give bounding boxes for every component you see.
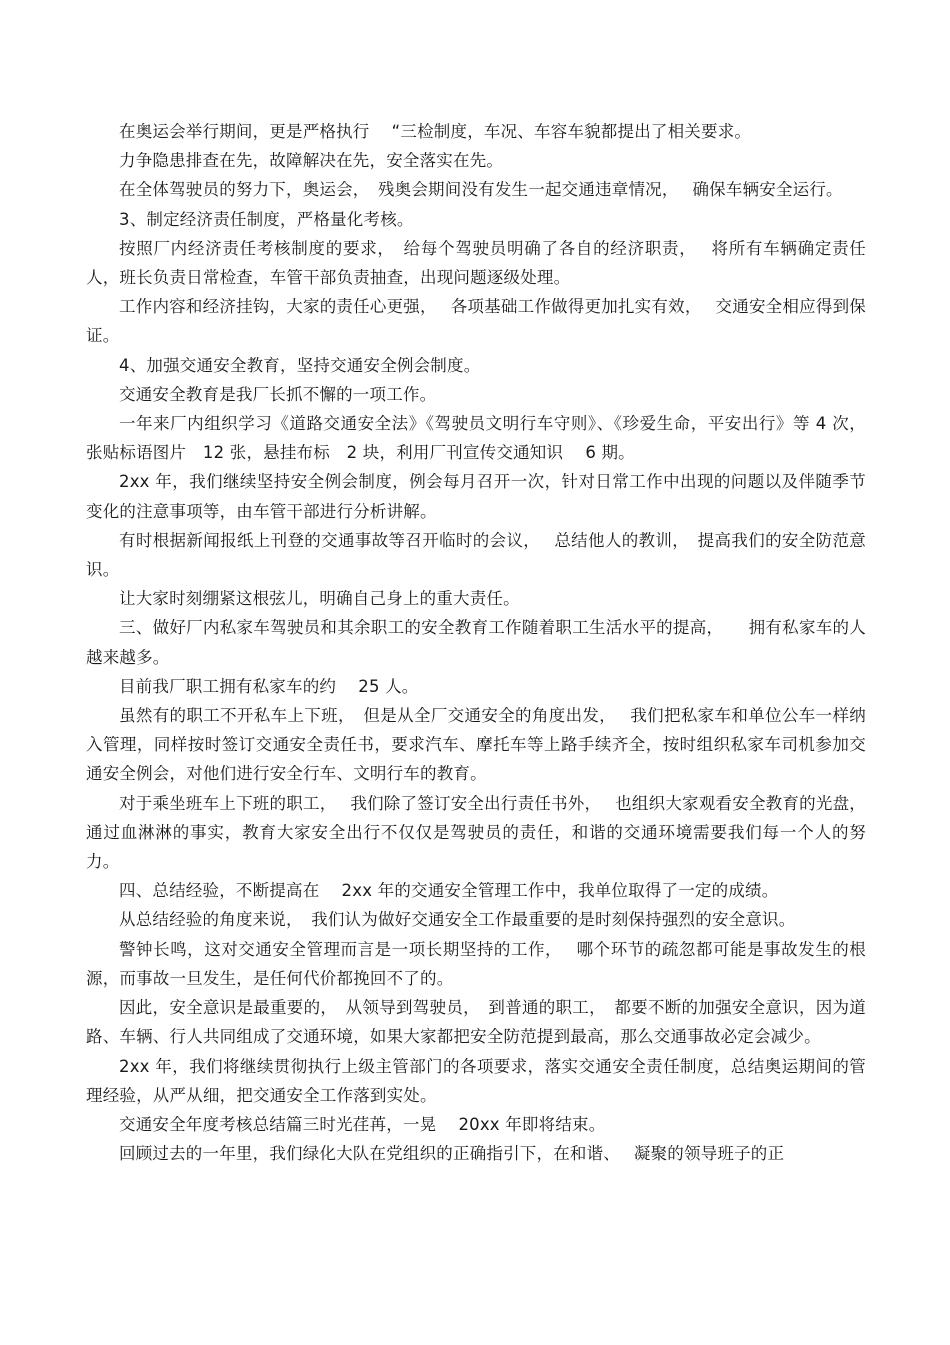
paragraph: 2xx 年，我们将继续贯彻执行上级主管部门的各项要求，落实交通安全责任制度，总结奥运期间的管理经验，从严从细，把交通安全工作落到实处。 (86, 1056, 866, 1105)
paragraph: 有时根据新闻报纸上刊登的交通事故等召开临时的会议， 总结他人的教训， 提高我们的安全防范意识。 (86, 530, 866, 580)
section-heading: 4、加强交通安全教育，坚持交通安全例会制度。 (119, 355, 481, 375)
section-heading: 3、制定经济责任制度，严格量化考核。 (119, 209, 414, 229)
paragraph: 从总结经验的角度来说， 我们认为做好交通安全工作最重要的是时刻保持强烈的安全意识。 (119, 910, 796, 930)
paragraph: 虽然有的职工不开私车上下班， 但是从全厂交通安全的角度出发， 我们把私家车和单位公车一样纳入管理，同样按时签订交通安全责任书，要求汽车、摩托车等上路手续齐全，按时组织私家车司机参加交通安全例会，对他们进行安全行车、文明行车的教育。 (86, 706, 866, 784)
paragraph: 目前我厂职工拥有私家车的约 25 人。 (119, 676, 419, 696)
section-heading: 四、总结经验，不断提高在 2xx 年的交通安全管理工作中，我单位取得了一定的成绩。 (119, 881, 779, 901)
paragraph: 一年来厂内组织学习《道路交通安全法》《驾驶员文明行车守则》、《珍爱生命，平安出行》等 4 次，张贴标语图片 12 张，悬挂布标 2 块，利用厂刊宣传交通知识 6 期。 (86, 414, 866, 463)
paragraph: 在奥运会举行期间，更是严格执行 “三检制度，车况、车容车貌都提出了相关要求。 (119, 122, 752, 141)
paragraph: 因此，安全意识是最重要的， 从领导到驾驶员， 到普通的职工， 都要不断的加强安全意识，因为道路、车辆、行人共同组成了交通环境，如果大家都把安全防范提到最高，那么交通事故必定会减少。 (86, 998, 866, 1047)
document-body (86, 117, 866, 1168)
section-heading: 三、做好厂内私家车驾驶员和其余职工的安全教育工作随着职工生活水平的提高， 拥有私家车的人越来越多。 (86, 618, 866, 667)
paragraph: 工作内容和经济挂钩，大家的责任心更强， 各项基础工作做得更加扎实有效， 交通安全相应得到保证。 (86, 297, 866, 346)
paragraph: 在全体驾驶员的努力下，奥运会， 残奥会期间没有发生一起交通违章情况， 确保车辆安全运行。 (119, 180, 843, 200)
paragraph: 按照厂内经济责任考核制度的要求， 给每个驾驶员明确了各自的经济职责， 将所有车辆确定责任人，班长负责日常检查，车管干部负责抽查，出现问题逐级处理。 (86, 238, 866, 288)
paragraph: 交通安全教育是我厂长抓不懈的一项工作。 (119, 384, 437, 404)
paragraph: 警钟长鸣，这对交通安全管理而言是一项长期坚持的工作， 哪个环节的疏忽都可能是事故发生的根源，而事故一旦发生，是任何代价都挽回不了的。 (86, 939, 866, 988)
paragraph: 让大家时刻绷紧这根弦儿，明确自己身上的重大责任。 (119, 589, 520, 609)
paragraph: 回顾过去的一年里，我们绿化大队在党组织的正确指引下，在和谐、 凝聚的领导班子的正 (119, 1144, 785, 1164)
paragraph: 2xx 年，我们继续坚持安全例会制度，例会每月召开一次，针对日常工作中出现的问题以及伴随季节变化的注意事项等，由车管干部进行分析讲解。 (86, 472, 866, 521)
paragraph: 力争隐患排查在先，故障解决在先，安全落实在先。 (119, 151, 504, 171)
paragraph: 交通安全年度考核总结篇三时光荏苒，一晃 20xx 年即将结束。 (119, 1114, 606, 1134)
paragraph: 对于乘坐班车上下班的职工， 我们除了签订安全出行责任书外， 也组织大家观看安全教育的光盘，通过血淋淋的事实，教育大家安全出行不仅仅是驾驶员的责任，和谐的交通环境需要我们每一个人的努力。 (86, 793, 866, 872)
